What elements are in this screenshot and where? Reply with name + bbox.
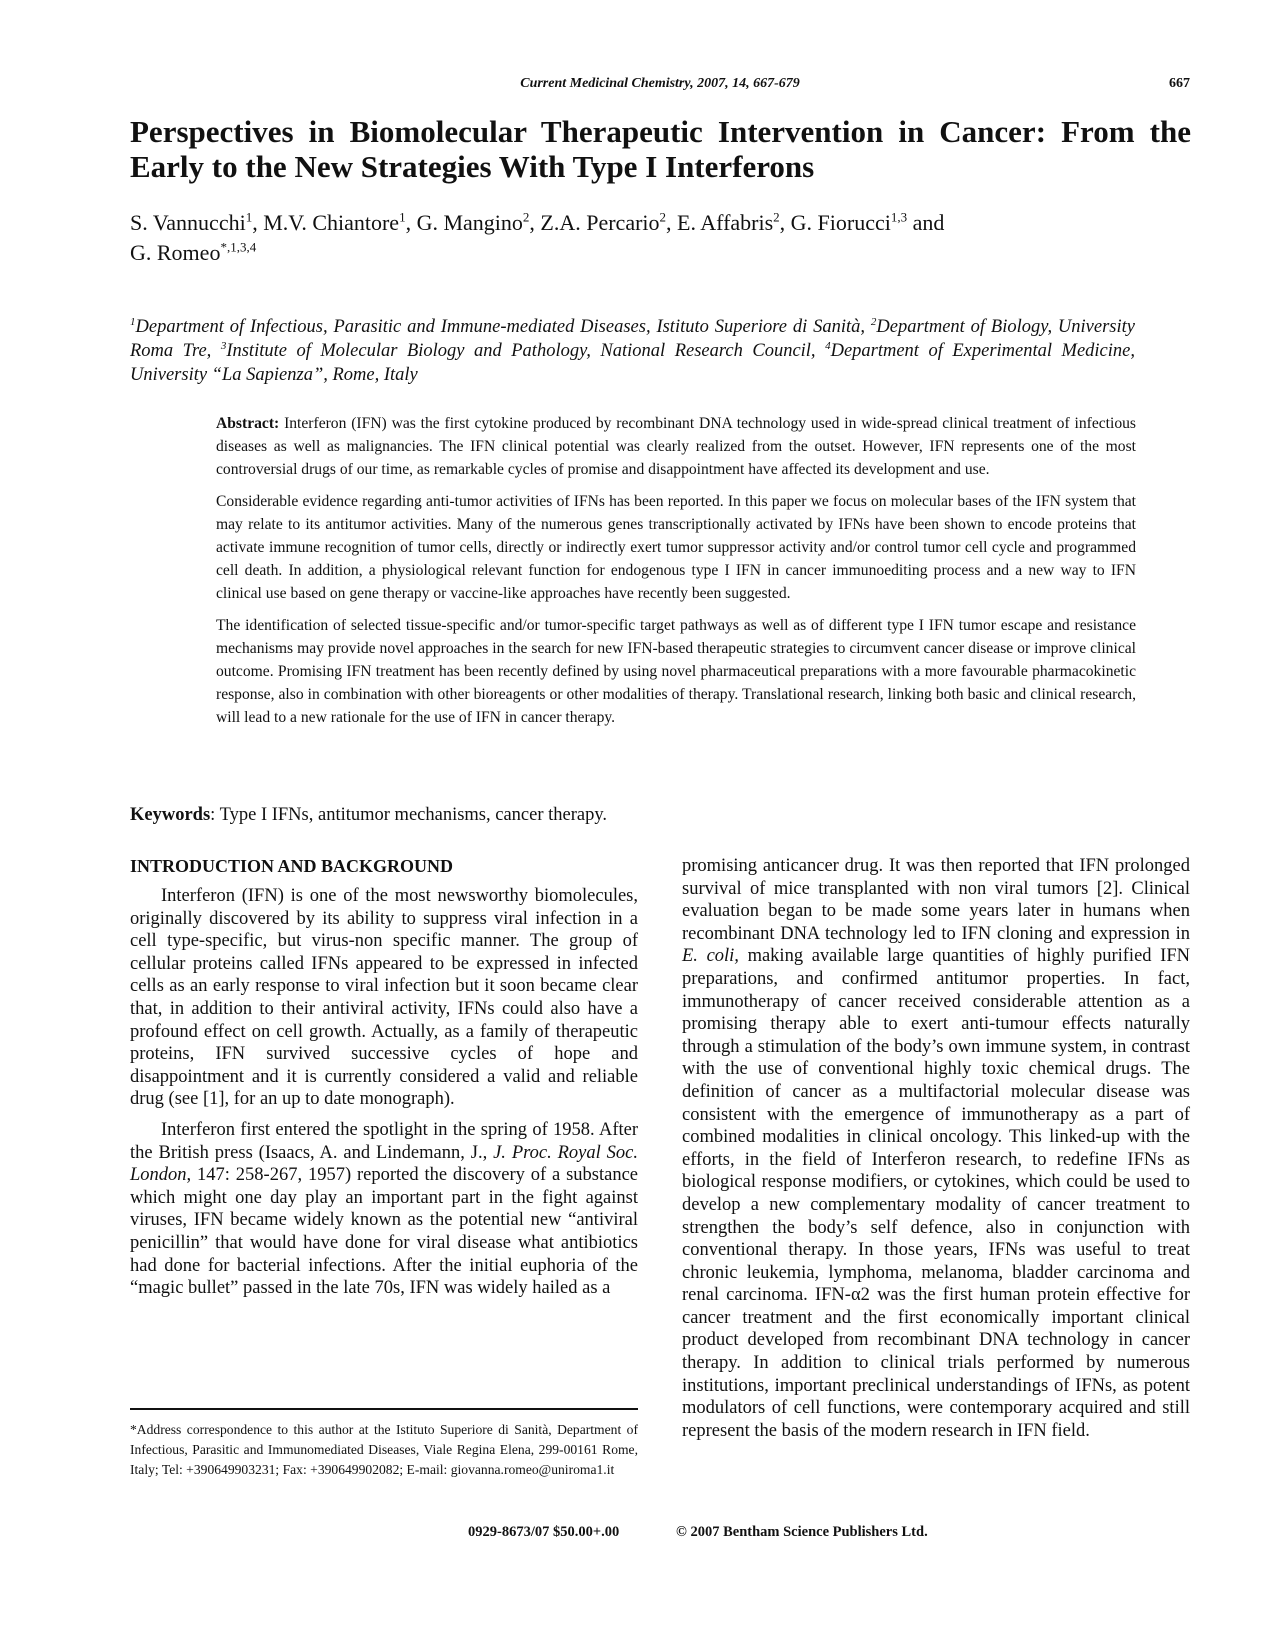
abstract <box>216 412 1136 738</box>
section-heading: INTRODUCTION AND BACKGROUND <box>130 856 454 876</box>
author-separator: , <box>529 210 541 235</box>
keywords-text: : Type I IFNs, antitumor mechanisms, cancer therapy. <box>210 805 608 825</box>
author-name: G. Romeo <box>130 240 221 265</box>
body-paragraph <box>682 855 1190 1442</box>
affiliation-text: Department of Infectious, Parasitic and Immune-mediated Diseases, Istituto Superiore di Sanità, <box>135 317 871 337</box>
author-name: M.V. Chiantore <box>263 210 400 235</box>
running-header <box>130 76 1190 98</box>
author-list <box>130 208 1090 268</box>
author-affiliation-marker: 2 <box>659 209 667 225</box>
body-text: making available large quantities of highly purified IFN preparations, and confirmed antitumor properties. In fact, immunotherapy of cancer received considerable attention as a promising therapy able to exert anti-tumour effects naturally through a stimulation of the body’s own immune system, in contrast with the use of conventional highly toxic chemical drugs. The definition of cancer as a multifactorial molecular disease was consistent with the emergence of immunotherapy as a part of combined modalities in clinical oncology. This linked-up with the efforts, in the field of Interferon research, to redefine IFNs as biological response modifiers, or cytokines, which could be used to develop a new complementary modality of cancer treatment to strengthen the body’s self defence, also in conjunction with conventional therapy. In those years, IFNs was useful to treat chronic leukemia, lymphoma, melanoma, bladder carcinoma and renal carcinoma. IFN-α2 was the first human protein effective for cancer treatment and the first economically important clinical product developed from recombinant DNA technology in cancer therapy. In addition to clinical trials performed by numerous institutions, important preclinical understandings of IFNs, as potent modulators of cell functions, were contemporary acquired and still represent the basis of the modern research in IFN field. <box>682 946 1190 1441</box>
body-column-left <box>130 855 638 1308</box>
affiliation-text: Institute of Molecular Biology and Pathology, National Research Council, <box>226 341 826 361</box>
author-separator: and <box>907 210 945 235</box>
author-separator: , <box>405 210 417 235</box>
page-footer <box>130 1524 1130 1544</box>
author-name: E. Affabris <box>677 210 774 235</box>
correspondence-footnote: *Address correspondence to this author at the Istituto Superiore di Sanità, Department of Infectious, Parasitic and Immunomediated Diseases, Viale Regina Elena, 299-00161 Rome, Italy; Tel: +390649903231; Fax: +390649902082; E-mail: giovanna.romeo@uniroma1.it <box>130 1408 638 1480</box>
citation-italic: J. Proc. Royal Soc. London <box>130 1142 638 1186</box>
author-separator: , <box>252 210 264 235</box>
author-name: S. Vannucchi <box>130 210 246 235</box>
paper-title: Perspectives in Biomolecular Therapeutic Intervention in Cancer: From the Early to the New Strategies With Type I Interferons <box>130 114 1191 184</box>
body-text: promising anticancer drug. It was then reported that IFN prolonged survival of mice transplanted with non viral tumors [2]. Clinical evaluation began to be made some years later in humans when recombinant DNA technology led to IFN cloning and expression in <box>682 856 1190 944</box>
affiliations <box>130 315 1135 387</box>
author-affiliation-marker: 1 <box>399 209 406 225</box>
copyright: © 2007 Bentham Science Publishers Ltd. <box>676 1524 928 1540</box>
affiliation-marker: 4 <box>825 339 831 352</box>
author-affiliation-marker: 1 <box>245 209 253 225</box>
keywords-label: Keywords <box>130 805 211 825</box>
species-italic: E. coli, <box>682 946 739 967</box>
affiliation-marker: 2 <box>870 315 877 328</box>
page-number: 667 <box>1169 76 1190 91</box>
keywords <box>130 803 1130 827</box>
abstract-paragraph-1 <box>216 412 1136 481</box>
body-text: Interferon first entered the spotlight in the spring of 1958. After the British press (Isaacs, A. and Lindemann, J., <box>130 1119 638 1163</box>
author-separator: , <box>666 210 678 235</box>
author-name: G. Fiorucci <box>790 210 891 235</box>
author-affiliation-marker: 2 <box>522 209 530 225</box>
author-affiliation-marker: 1,3 <box>890 209 908 225</box>
body-column-right <box>682 855 1190 1450</box>
body-paragraph <box>130 1119 638 1300</box>
affiliation-marker: 1 <box>130 315 136 328</box>
abstract-label: Abstract: <box>216 415 280 432</box>
author-affiliation-marker: 2 <box>773 209 780 225</box>
issn-price: 0929-8673/07 $50.00+.00 <box>468 1524 620 1540</box>
affiliation-text: Department of Biology, University Roma Tre, <box>130 317 1135 361</box>
abstract-paragraph-2: Considerable evidence regarding anti-tumor activities of IFNs has been reported. In this paper we focus on molecular bases of the IFN system that may relate to its antitumor activities. Many of the numerous genes transcriptionally activated by IFNs have been shown to encode proteins that activate immune recognition of tumor cells, directly or indirectly exert tumor suppressor activity and/or control tumor cell cycle and programmed cell death. In addition, a physiological relevant function for endogenous type I IFN in cancer immunoediting process and a new way to IFN clinical use based on gene therapy or vaccine-like approaches have recently been suggested. <box>216 493 1136 602</box>
abstract-text-1: Interferon (IFN) was the first cytokine produced by recombinant DNA technology used in wide-spread clinical treatment of infectious diseases as well as malignancies. The IFN clinical potential was clearly realized from the outset. However, IFN represents one of the most controversial drugs of our time, as remarkable cycles of promise and disappointment have affected its development and use. <box>216 415 1136 478</box>
body-paragraph: Interferon (IFN) is one of the most newsworthy biomolecules, originally discovered by its ability to suppress viral infection in a cell type-specific, but virus-non specific manner. The group of cellular proteins called IFNs appeared to be expressed in infected cells as an early response to viral infection but it soon became clear that, in addition to their antiviral activity, IFNs could also have a profound effect on cell growth. Actually, as a family of therapeutic proteins, IFN survived successive cycles of hope and disappointment and it is currently considered a valid and reliable drug (see [1], for an up to date monograph). <box>130 886 638 1110</box>
author-affiliation-marker: *,1,3,4 <box>220 239 257 255</box>
author-name: G. Mangino <box>416 210 523 235</box>
author-separator: , <box>779 210 791 235</box>
affiliation-marker: 3 <box>220 339 227 352</box>
abstract-paragraph-3: The identification of selected tissue-specific and/or tumor-specific target pathways as well as of different type I IFN tumor escape and resistance mechanisms may provide novel approaches in the search for new IFN-based therapeutic strategies to circumvent cancer disease or improve clinical outcome. Promising IFN treatment has been recently defined by using novel pharmaceutical preparations with a more favourable pharmacokinetic response, also in combination with other bioreagents or other modalities of therapy. Translational research, linking both basic and clinical research, will lead to a new rationale for the use of IFN in cancer therapy. <box>216 617 1136 726</box>
author-name: Z.A. Percario <box>540 210 660 235</box>
affiliation-text: Department of Experimental Medicine, University “La Sapienza”, Rome, Italy <box>130 341 1135 385</box>
body-text: , 147: 258-267, 1957) reported the discovery of a substance which might one day play an important part in the fight against viruses, IFN became widely known as the potential new “antiviral penicillin” that would have done for viral disease what antibiotics had done for bacterial infections. After the initial euphoria of the “magic bullet” passed in the late 70s, IFN was widely hailed as a <box>130 1165 638 1299</box>
journal-citation: Current Medicinal Chemistry, 2007, 14, 667-679 <box>520 76 800 91</box>
